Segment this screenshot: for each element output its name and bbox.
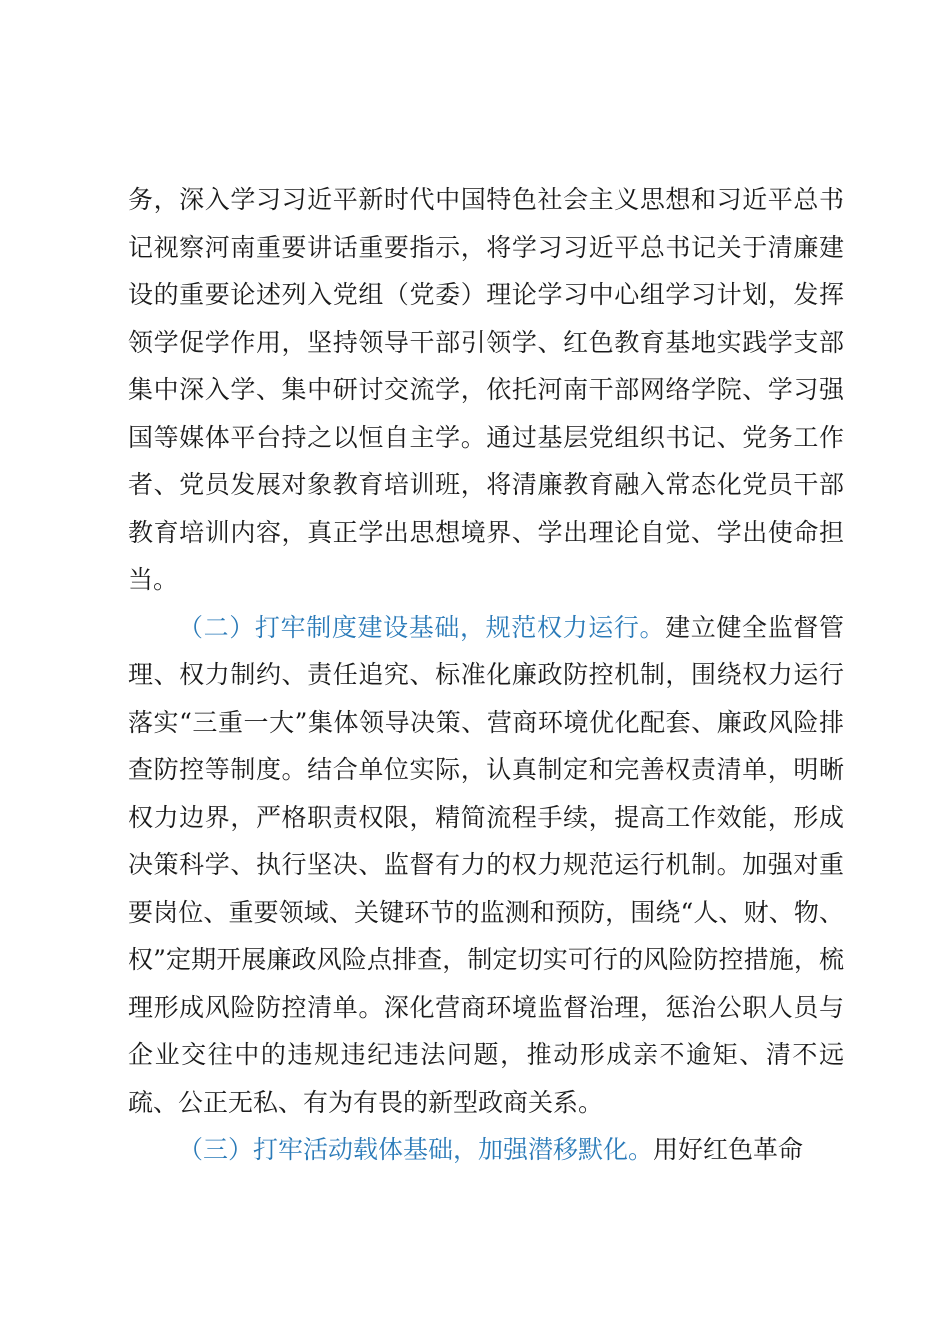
section-three-body: 用好红色革命 [653,1135,804,1164]
document-body [128,176,844,1174]
section-three-heading: （三）打牢活动载体基础，加强潜移默化。 [178,1135,654,1164]
section-two-heading: （二）打牢制度建设基础，规范权力运行。 [178,612,666,642]
paragraph-section-two [128,604,844,1127]
section-two-body: 建立健全监督管理、权力制约、责任追究、标准化廉政防控机制，围绕权力运行落实“三重一大”集体领导决策、营商环境优化配套、廉政风险排查防控等制度。结合单位实际，认真制定和完善权责清单，明晰权力边界，严格职责权限，精简流程手续，提高工作效能，形成决策科学、执行坚决、监督有力的权力规范运行机制。加强对重要岗位、重要领域、关键环节的监测和预防，围绕“人、财、物、权”定期开展廉政风险点排查，制定切实可行的风险防控措施，梳理形成风险防控清单。深化营商环境监督治理，惩治公职人员与企业交往中的违规违纪违法问题，推动形成亲不逾矩、清不远疏、公正无私、有为有畏的新型政商关系。 [128,612,844,1117]
paragraph-section-three [128,1126,844,1174]
paragraph-1-body: 务，深入学习习近平新时代中国特色社会主义思想和习近平总书记视察河南重要讲话重要指示，将学习习近平总书记关于清廉建设的重要论述列入党组（党委）理论学习中心组学习计划，发挥领学促学作用，坚持领导干部引领学、红色教育基地实践学支部集中深入学、集中研讨交流学，依托河南干部网络学院、学习强国等媒体平台持之以恒自主学。通过基层党组织书记、党务工作者、党员发展对象教育培训班，将清廉教育融入常态化党员干部教育培训内容，真正学出思想境界、学出理论自觉、学出使命担当。 [128,185,844,594]
paragraph-continuation [128,176,844,604]
